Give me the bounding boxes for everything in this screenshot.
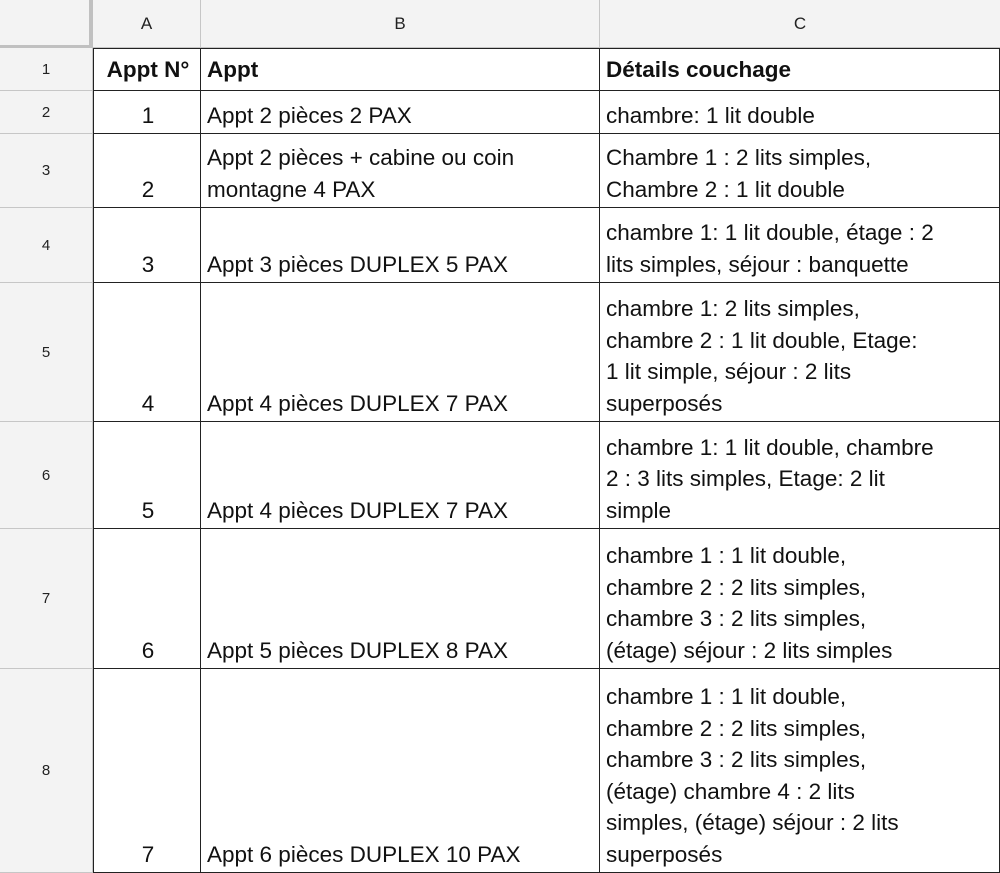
row-header-5[interactable]: 5 [0,283,93,422]
cell-a5[interactable]: 4 [93,283,201,422]
cell-a3[interactable]: 2 [93,134,201,208]
cell-b1[interactable]: Appt [201,48,600,91]
cell-c7[interactable]: chambre 1 : 1 lit double, chambre 2 : 2 lits simples, chambre 3 : 2 lits simples, (étage) séjour : 2 lits simples [600,529,1000,669]
cell-b5[interactable]: Appt 4 pièces DUPLEX 7 PAX [201,283,600,422]
cell-a7[interactable]: 6 [93,529,201,669]
cell-a2[interactable]: 1 [93,91,201,134]
column-header-c[interactable]: C [600,0,1000,48]
cell-b6[interactable]: Appt 4 pièces DUPLEX 7 PAX [201,422,600,529]
cell-b4[interactable]: Appt 3 pièces DUPLEX 5 PAX [201,208,600,283]
row-header-1[interactable]: 1 [0,48,93,91]
cell-c4[interactable]: chambre 1: 1 lit double, étage : 2 lits simples, séjour : banquette [600,208,1000,283]
cell-c6[interactable]: chambre 1: 1 lit double, chambre 2 : 3 lits simples, Etage: 2 lit simple [600,422,1000,529]
cell-b7[interactable]: Appt 5 pièces DUPLEX 8 PAX [201,529,600,669]
cell-b3[interactable]: Appt 2 pièces + cabine ou coin montagne 4 PAX [201,134,600,208]
row-header-2[interactable]: 2 [0,91,93,134]
row-header-8[interactable]: 8 [0,669,93,873]
row-header-7[interactable]: 7 [0,529,93,669]
cell-c1[interactable]: Détails couchage [600,48,1000,91]
cell-b2[interactable]: Appt 2 pièces 2 PAX [201,91,600,134]
row-header-6[interactable]: 6 [0,422,93,529]
cell-a4[interactable]: 3 [93,208,201,283]
cell-a6[interactable]: 5 [93,422,201,529]
cell-c8[interactable]: chambre 1 : 1 lit double, chambre 2 : 2 lits simples, chambre 3 : 2 lits simples, (étage) chambre 4 : 2 lits simples, (étage) séjour : 2 lits superposés [600,669,1000,873]
cell-a1[interactable]: Appt N° [93,48,201,91]
column-header-b[interactable]: B [201,0,600,48]
cell-c3[interactable]: Chambre 1 : 2 lits simples, Chambre 2 : 1 lit double [600,134,1000,208]
column-header-a[interactable]: A [93,0,201,48]
row-header-3[interactable]: 3 [0,134,93,208]
row-header-4[interactable]: 4 [0,208,93,283]
cell-a8[interactable]: 7 [93,669,201,873]
cell-c2[interactable]: chambre: 1 lit double [600,91,1000,134]
cell-c5[interactable]: chambre 1: 2 lits simples, chambre 2 : 1 lit double, Etage: 1 lit simple, séjour : 2 lits superposés [600,283,1000,422]
cell-b8[interactable]: Appt 6 pièces DUPLEX 10 PAX [201,669,600,873]
select-all-corner[interactable] [0,0,93,49]
